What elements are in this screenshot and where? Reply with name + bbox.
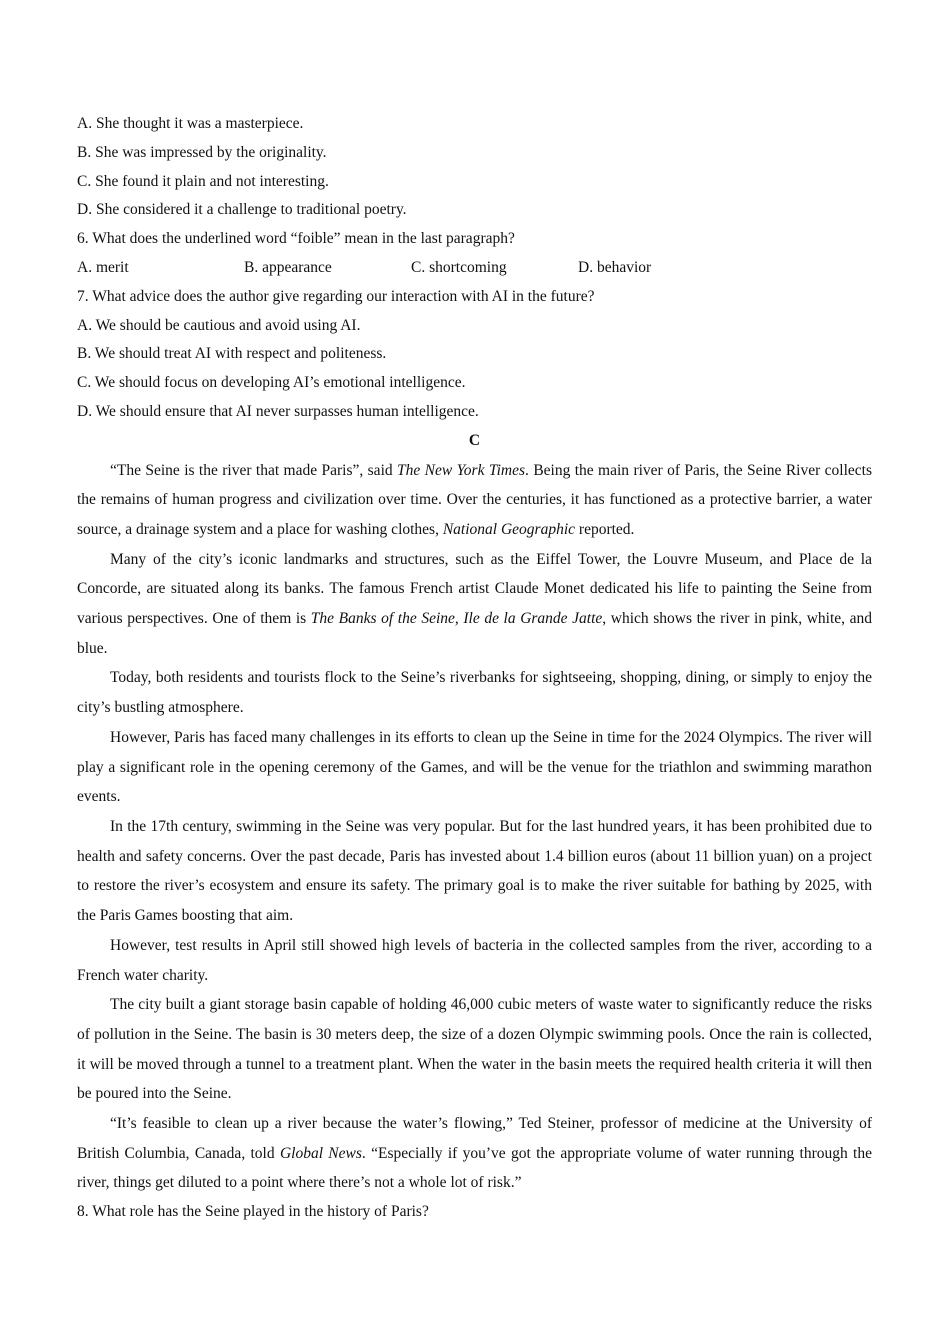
q7-option-b: B. We should treat AI with respect and politeness. <box>77 345 387 363</box>
q5-option-a: A. She thought it was a masterpiece. <box>77 115 304 132</box>
q7-option-c: C. We should focus on developing AI’s emotional intelligence. <box>77 374 466 392</box>
document-page <box>77 110 872 1227</box>
source-name: National Geographic <box>442 520 576 538</box>
q7-question: 7. What advice does the author give regarding our interaction with AI in the future? <box>77 287 595 305</box>
paragraph-8: “It’s feasible to clean up a river because the water’s flowing,” Ted Steiner, professor of medicine at the University of British Columbia, Canada, told Global News. “Especially if you’ve got the appropriate volume of water running through the river, things get diluted to a point where there’s not a whole lot of risk.” <box>77 1115 872 1192</box>
q7-option-d: D. We should ensure that AI never surpasses human intelligence. <box>77 402 479 420</box>
q8-question: 8. What role has the Seine played in the history of Paris? <box>77 1203 429 1221</box>
q6-option-b: B. appearance <box>244 258 332 276</box>
painting-title: The Banks of the Seine, Ile de la Grande Jatte <box>310 610 603 628</box>
q5-option-b: B. She was impressed by the originality. <box>77 143 327 161</box>
paragraph-4: However, Paris has faced many challenges in its efforts to clean up the Seine in time for the 2024 Olympics. The river will play a significant role in the opening ceremony of the Games, and will be the venue for the triathlon and swimming marathon events. <box>77 728 872 806</box>
paragraph-1: “The Seine is the river that made Paris”, said The New York Times. Being the main river of Paris, the Seine River collects the remains of human progress and civilization over time. Over the centuries, it has functioned as a protective barrier, a water source, a drainage system and a place for washing clothes, National Geographic reported. <box>77 461 872 538</box>
paragraph-2: Many of the city’s iconic landmarks and structures, such as the Eiffel Tower, the Louvre Museum, and Place de la Concorde, are situated along its banks. The famous French artist Claude Monet dedicated his life to painting the Seine from various perspectives. One of them is The Banks of the Seine, Ile de la Grande Jatte, which shows the river in pink, white, and blue. <box>77 550 872 657</box>
q5-option-c: C. She found it plain and not interesting. <box>77 172 329 190</box>
source-name: Global News <box>279 1144 362 1162</box>
q6-option-d: D. behavior <box>578 258 652 276</box>
source-name: The New York Times <box>397 461 526 479</box>
q6-option-a: A. merit <box>77 258 129 276</box>
paragraph-7: The city built a giant storage basin capable of holding 46,000 cubic meters of waste water to significantly reduce the risks of pollution in the Seine. The basin is 30 meters deep, the size of a dozen Olympic swimming pools. Once the rain is collected, it will be moved through a tunnel to a treatment plant. When the water in the basin meets the required health criteria it will then be poured into the Seine. <box>77 996 872 1103</box>
q6-option-c: C. shortcoming <box>411 258 507 276</box>
paragraph-5: In the 17th century, swimming in the Seine was very popular. But for the last hundred years, it has been prohibited due to health and safety concerns. Over the past decade, Paris has invested about 1.4 billion euros (about 11 billion yuan) on a project to restore the river’s ecosystem and ensure its safety. The primary goal is to make the river suitable for bathing by 2025, with the Paris Games boosting that aim. <box>77 818 872 925</box>
q7-option-a: A. We should be cautious and avoid using AI. <box>77 316 361 334</box>
section-heading: C <box>468 431 481 449</box>
paragraph-6: However, test results in April still showed high levels of bacteria in the collected samples from the river, according to a French water charity. <box>77 936 872 984</box>
paragraph-3: Today, both residents and tourists flock to the Seine’s riverbanks for sightseeing, shopping, dining, or simply to enjoy the city’s bustling atmosphere. <box>77 669 872 717</box>
q6-options <box>77 254 872 283</box>
q5-option-d: D. She considered it a challenge to traditional poetry. <box>77 201 407 219</box>
q6-question: 6. What does the underlined word “foible” mean in the last paragraph? <box>77 230 515 248</box>
